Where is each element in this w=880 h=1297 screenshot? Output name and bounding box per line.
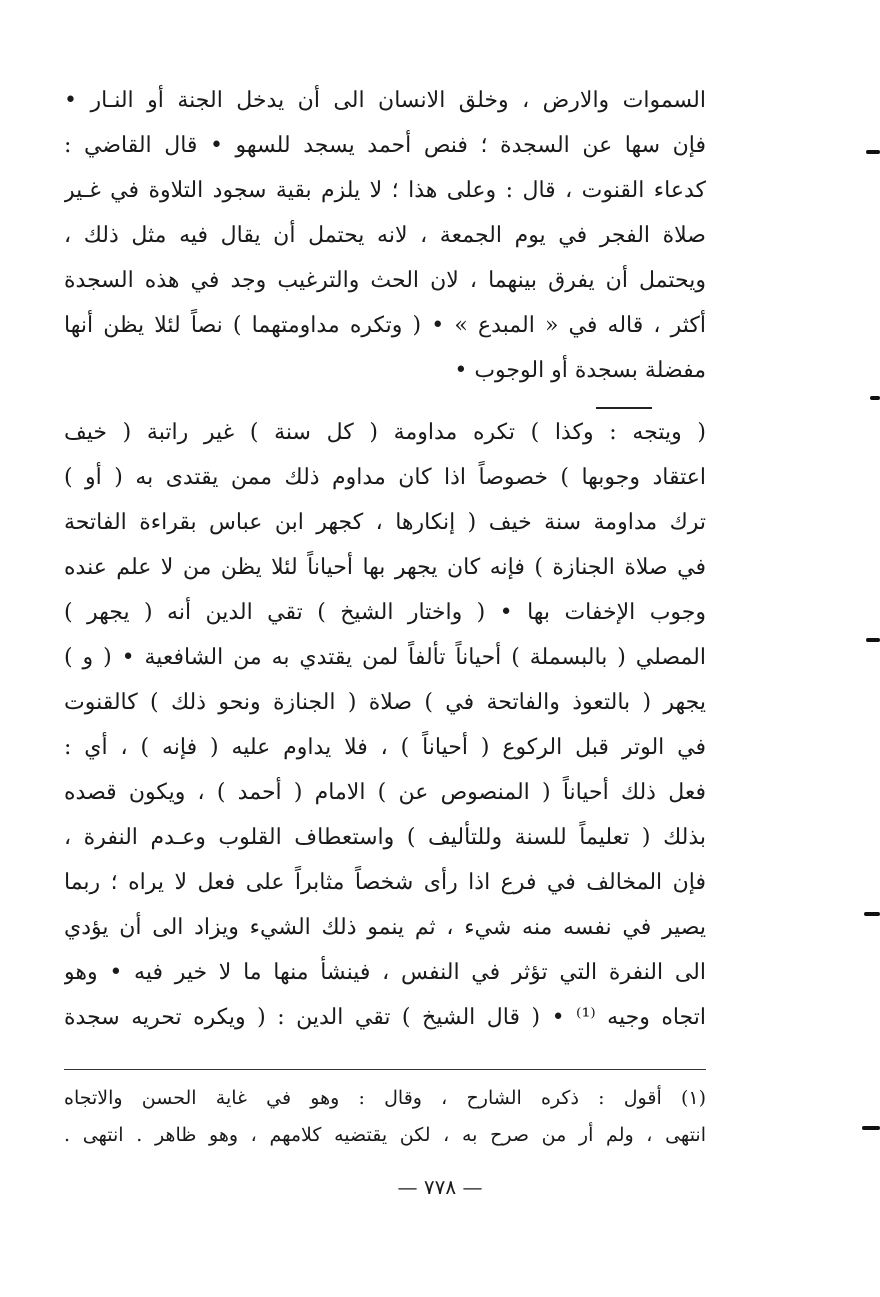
- text-line: ويحتمل أن يفرق بينهما ، لان الحث والترغيب وجد في هذه السجدة: [64, 268, 706, 293]
- text-line: كدعاء القنوت ، قال : وعلى هذا ؛ لا يلزم بقية سجود التلاوة في غـير: [64, 178, 706, 203]
- text-line: المصلي ( بالبسملة ) أحياناً تألفاً لمن يقتدي به من الشافعية • ( و ): [64, 645, 706, 670]
- text-line: في الوتر قبل الركوع ( أحياناً ) ، فلا يداوم عليه ( فإنه ) ، أي :: [64, 735, 706, 760]
- main-text-paragraph-2: [64, 410, 706, 1040]
- text-line: أكثر ، قاله في « المبدع » • ( وتكره مداومتهما ) نصاً لئلا يظن أنها: [64, 313, 706, 338]
- text-line: اعتقاد وجوبها ) خصوصاً اذا كان مداوم ذلك ممن يقتدى به ( أو ): [64, 465, 706, 490]
- margin-mark: [862, 1126, 880, 1130]
- footnote-line: انتهى ، ولم أر من صرح به ، لكن يقتضيه كلامهم ، وهو ظاهر . انتهى .: [64, 1124, 706, 1146]
- margin-mark: [870, 396, 880, 400]
- text-line: مفضلة بسجدة أو الوجوب •: [454, 358, 706, 383]
- text-line: اتجاه وجيه ⁽¹⁾ • ( قال الشيخ ) تقي الدين : ( ويكره تحريه سجدة: [64, 1005, 706, 1030]
- text-line: يصير في نفسه منه شيء ، ثم ينمو ذلك الشيء ويزاد الى أن يؤدي: [64, 915, 706, 940]
- text-line: السموات والارض ، وخلق الانسان الى أن يدخل الجنة أو النـار •: [64, 88, 706, 113]
- text-line: في صلاة الجنازة ) فإنه كان يجهر بها أحياناً لئلا يظن من لا علم عنده: [64, 555, 706, 580]
- section-separator: [596, 407, 652, 409]
- text-line: ترك مداومة سنة خيف ( إنكارها ، كجهر ابن عباس بقراءة الفاتحة: [64, 510, 706, 535]
- footnote: [64, 1080, 706, 1154]
- text-line: الى النفرة التي تؤثر في النفس ، فينشأ منها ما لا خير فيه • وهو: [64, 960, 706, 985]
- margin-mark: [864, 912, 880, 916]
- margin-mark: [866, 638, 880, 642]
- text-line: فعل ذلك أحياناً ( المنصوص عن ) الامام ( أحمد ) ، ويكون قصده: [64, 780, 706, 805]
- text-line: صلاة الفجر في يوم الجمعة ، لانه يحتمل أن يقال فيه مثل ذلك ،: [64, 223, 706, 248]
- text-line: فإن سها عن السجدة ؛ فنص أحمد يسجد للسهو • قال القاضي :: [64, 133, 706, 158]
- text-line: فإن المخالف في فرع اذا رأى شخصاً مثابراً على فعل لا يراه ؛ ربما: [64, 870, 706, 895]
- text-line: بذلك ( تعليماً للسنة وللتأليف ) واستعطاف القلوب وعـدم النفرة ،: [64, 825, 706, 850]
- page-number: — ٧٧٨ —: [397, 1175, 483, 1199]
- footnote-rule: [64, 1069, 706, 1070]
- margin-mark: [866, 150, 880, 154]
- text-line: ( ويتجه : وكذا ) تكره مداومة ( كل سنة ) غير راتبة ( خيف: [64, 420, 706, 445]
- footnote-line: (١) أقول : ذكره الشارح ، وقال : وهو في غاية الحسن والاتجاه: [64, 1087, 706, 1109]
- main-text-paragraph-1: [64, 78, 706, 393]
- text-line: وجوب الإخفات بها • ( واختار الشيخ ) تقي الدين أنه ( يجهر ): [64, 600, 706, 625]
- text-line: يجهر ( بالتعوذ والفاتحة في ) صلاة ( الجنازة ونحو ذلك ) كالقنوت: [64, 690, 706, 715]
